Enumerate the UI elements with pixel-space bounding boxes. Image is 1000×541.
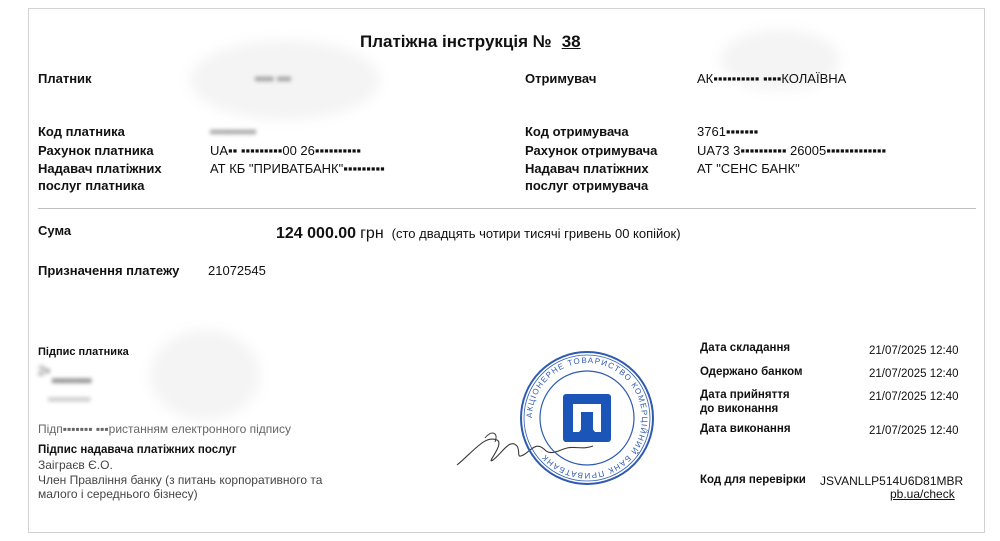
recipient-label: Отримувач (525, 71, 597, 86)
payer-signature-redacted-3: ▪▪▪▪▪▪▪▪▪▪ (48, 392, 91, 406)
recipient-provider: АТ "СЕНС БАНК" (697, 161, 800, 176)
bank-stamp (517, 348, 657, 488)
payer-name-redacted: ▪▪▪▪ ▪▪▪ (255, 71, 291, 86)
recipient-account: UA73 3▪▪▪▪▪▪▪▪▪▪ 26005▪▪▪▪▪▪▪▪▪▪▪▪▪ (697, 143, 887, 158)
amount-in-words: (сто двадцять чотири тисячі гривень 00 копійок) (391, 226, 681, 241)
payer-provider-label (38, 160, 162, 194)
verification-code: JSVANLLP514U6D81MBR (820, 474, 964, 488)
payer-signature-redacted-2: ▪▪▪▪▪▪▪▪ (52, 372, 92, 388)
section-divider (38, 208, 976, 209)
document-title (360, 32, 581, 52)
purpose-value: 21072545 (208, 263, 266, 278)
date-received-value: 21/07/2025 12:40 (869, 368, 959, 380)
recipient-code: 3761▪▪▪▪▪▪▪ (697, 124, 759, 139)
verification-link[interactable]: pb.ua/check (890, 487, 955, 501)
payer-code-redacted: ▪▪▪▪▪▪▪▪▪▪ (210, 124, 257, 139)
recipient-account-label: Рахунок отримувача (525, 143, 658, 158)
title-text: Платіжна інструкція № (360, 32, 552, 51)
amount-value (276, 225, 384, 242)
amount-label: Сума (38, 223, 72, 238)
payer-provider: АТ КБ "ПРИВАТБАНК"▪▪▪▪▪▪▪▪▪ (210, 161, 385, 176)
date-accepted-label-line1: Дата прийняття (700, 389, 790, 401)
payer-signature-label: Підпис платника (38, 346, 129, 358)
recipient-provider-label (525, 160, 649, 194)
provider-signer-name: Заіграєв Є.О. (38, 458, 113, 472)
provider-signature-label: Підпис надавача платіжних послуг (38, 444, 237, 456)
date-compiled-value: 21/07/2025 12:40 (869, 345, 959, 357)
amount-row (276, 225, 681, 243)
esign-note: Підп▪▪▪▪▪▪▪ ▪▪▪ристанням електронного підпису (38, 422, 292, 436)
date-compiled-label: Дата складання (700, 342, 791, 354)
date-executed-label: Дата виконання (700, 423, 791, 435)
payer-code-label: Код платника (38, 124, 125, 139)
redaction-blur (150, 330, 260, 420)
document-number: 38 (561, 32, 581, 51)
recipient-name: АК▪▪▪▪▪▪▪▪▪▪ ▪▪▪▪КОЛАЇВНА (697, 71, 847, 86)
payer-provider-label-line2: послуг платника (38, 178, 145, 193)
recipient-provider-label-line1: Надавач платіжних (525, 161, 649, 176)
recipient-provider-label-line2: послуг отримувача (525, 178, 649, 193)
payer-label: Платник (38, 71, 92, 86)
payer-account: UA▪▪ ▪▪▪▪▪▪▪▪▪00 26▪▪▪▪▪▪▪▪▪▪ (210, 143, 361, 158)
date-accepted-label (700, 388, 790, 416)
verification-label: Код для перевірки (700, 474, 806, 486)
date-received-label: Одержано банком (700, 366, 803, 378)
payer-signature-redacted-1: 2▪ (38, 363, 50, 378)
date-executed-value: 21/07/2025 12:40 (869, 425, 959, 437)
payer-provider-label-line1: Надавач платіжних (38, 161, 162, 176)
provider-signer-role-line1: Член Правління банку (з питань корпоративного та (38, 473, 323, 487)
payer-account-label: Рахунок платника (38, 143, 154, 158)
amount-number: 124 000.00 (276, 225, 357, 242)
date-accepted-label-line2: до виконання (700, 403, 779, 415)
provider-signer-role-line2: малого і середнього бізнесу) (38, 487, 198, 501)
stamp-ring-text: АКЦІОНЕРНЕ ТОВАРИСТВО КОМЕРЦІЙНИЙ БАНК ПРИВАТБАНК (524, 355, 650, 481)
recipient-code-label: Код отримувача (525, 124, 629, 139)
amount-currency: грн (360, 225, 384, 242)
date-accepted-value: 21/07/2025 12:40 (869, 391, 959, 403)
purpose-label: Призначення платежу (38, 263, 180, 278)
